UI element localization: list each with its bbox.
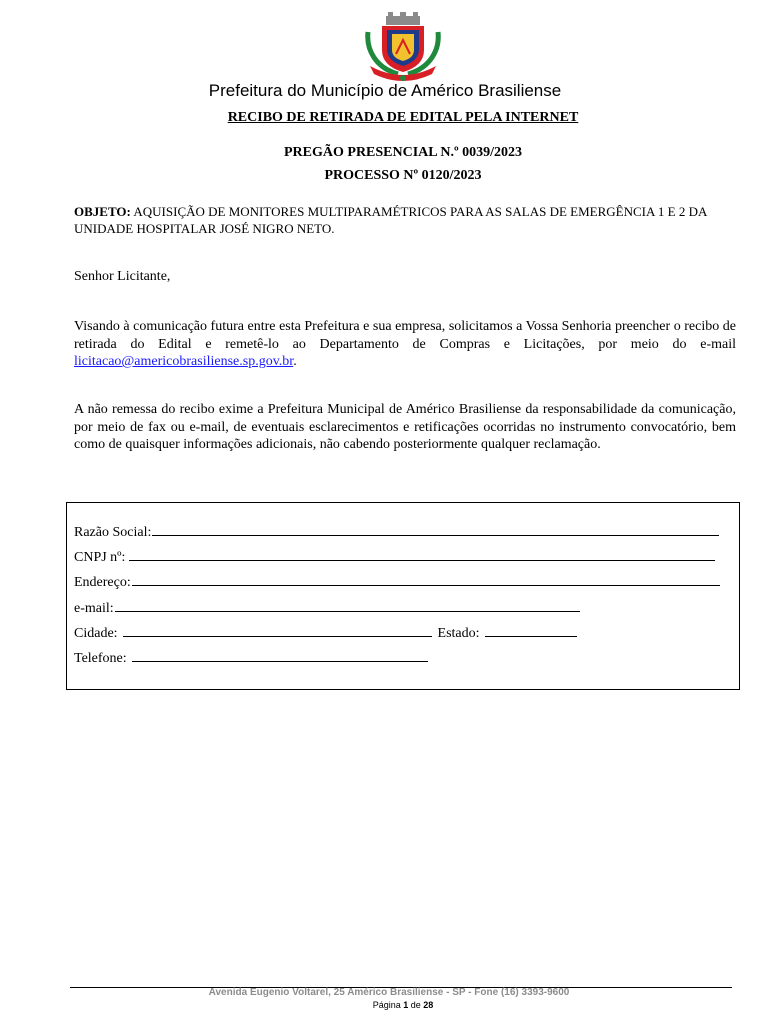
- municipal-coat-of-arms-icon: [358, 10, 448, 84]
- estado-blank[interactable]: [485, 622, 577, 637]
- document-title: RECIBO DE RETIRADA DE EDITAL PELA INTERNET: [227, 110, 579, 125]
- disclaimer-paragraph: A não remessa do recibo exime a Prefeitura Municipal de Américo Brasiliense da responsabilidade da comunicação, por meio de fax ou e-mail, de eventuais esclarecimentos e retificações ocorridas no instrumento convocatório, bem como de quaisquer informações adicionais, não cabendo posteriormente qualquer reclamação.: [74, 402, 736, 452]
- endereco-label: Endereço:: [74, 575, 131, 590]
- page-prefix: Página: [372, 1000, 404, 1010]
- razao-social-label: Razão Social:: [74, 525, 152, 540]
- cidade-label: Cidade:: [74, 626, 118, 641]
- telefone-label: Telefone:: [74, 651, 127, 666]
- instructions-end: .: [293, 354, 297, 369]
- objeto-label: OBJETO:: [74, 204, 131, 219]
- estado-label: Estado:: [437, 626, 480, 641]
- email-link[interactable]: licitacao@americobrasiliense.sp.gov.br: [74, 354, 294, 369]
- email-label: e-mail:: [74, 601, 114, 616]
- telefone-field[interactable]: [74, 647, 428, 667]
- instructions-text: Visando à comunicação futura entre esta Prefeitura e sua empresa, solicitamos a Vossa Senhoria preencher o recibo de retirada do Edital e remetê-lo ao Departamento de Compras e Licitações, por meio do e-mail: [74, 319, 736, 352]
- cnpj-blank[interactable]: [129, 546, 715, 561]
- greeting: Senhor Licitante,: [74, 269, 171, 284]
- page-number: [0, 1000, 770, 1010]
- razao-social-field[interactable]: [74, 521, 719, 541]
- instructions-paragraph: [74, 318, 736, 371]
- page-of: de: [408, 1000, 424, 1010]
- cnpj-label: CNPJ nº:: [74, 550, 126, 565]
- page-total: 28: [423, 1000, 434, 1010]
- email-blank[interactable]: [115, 597, 580, 612]
- cnpj-field[interactable]: [74, 546, 715, 566]
- cidade-blank[interactable]: [123, 622, 432, 637]
- cidade-estado-field[interactable]: [74, 622, 577, 642]
- telefone-blank[interactable]: [132, 647, 428, 662]
- pregao-number: PREGÃO PRESENCIAL N.º 0039/2023: [284, 145, 522, 160]
- processo-number: PROCESSO Nº 0120/2023: [324, 168, 482, 183]
- objeto-paragraph: [74, 203, 736, 237]
- endereco-field[interactable]: [74, 571, 720, 591]
- municipality-name: Prefeitura do Município de Américo Brasiliense: [208, 81, 562, 100]
- email-field[interactable]: [74, 597, 580, 617]
- page-current: 1: [403, 1000, 409, 1010]
- footer-address: Avenida Eugenio Voltarel, 25 Américo Brasiliense - SP - Fone (16) 3393-9600: [208, 987, 570, 998]
- endereco-blank[interactable]: [132, 571, 720, 586]
- objeto-text: AQUISIÇÃO DE MONITORES MULTIPARAMÉTRICOS PARA AS SALAS DE EMERGÊNCIA 1 E 2 DA UNIDADE HOSPITALAR JOSÉ NIGRO NETO.: [74, 204, 707, 236]
- razao-social-blank[interactable]: [152, 521, 719, 536]
